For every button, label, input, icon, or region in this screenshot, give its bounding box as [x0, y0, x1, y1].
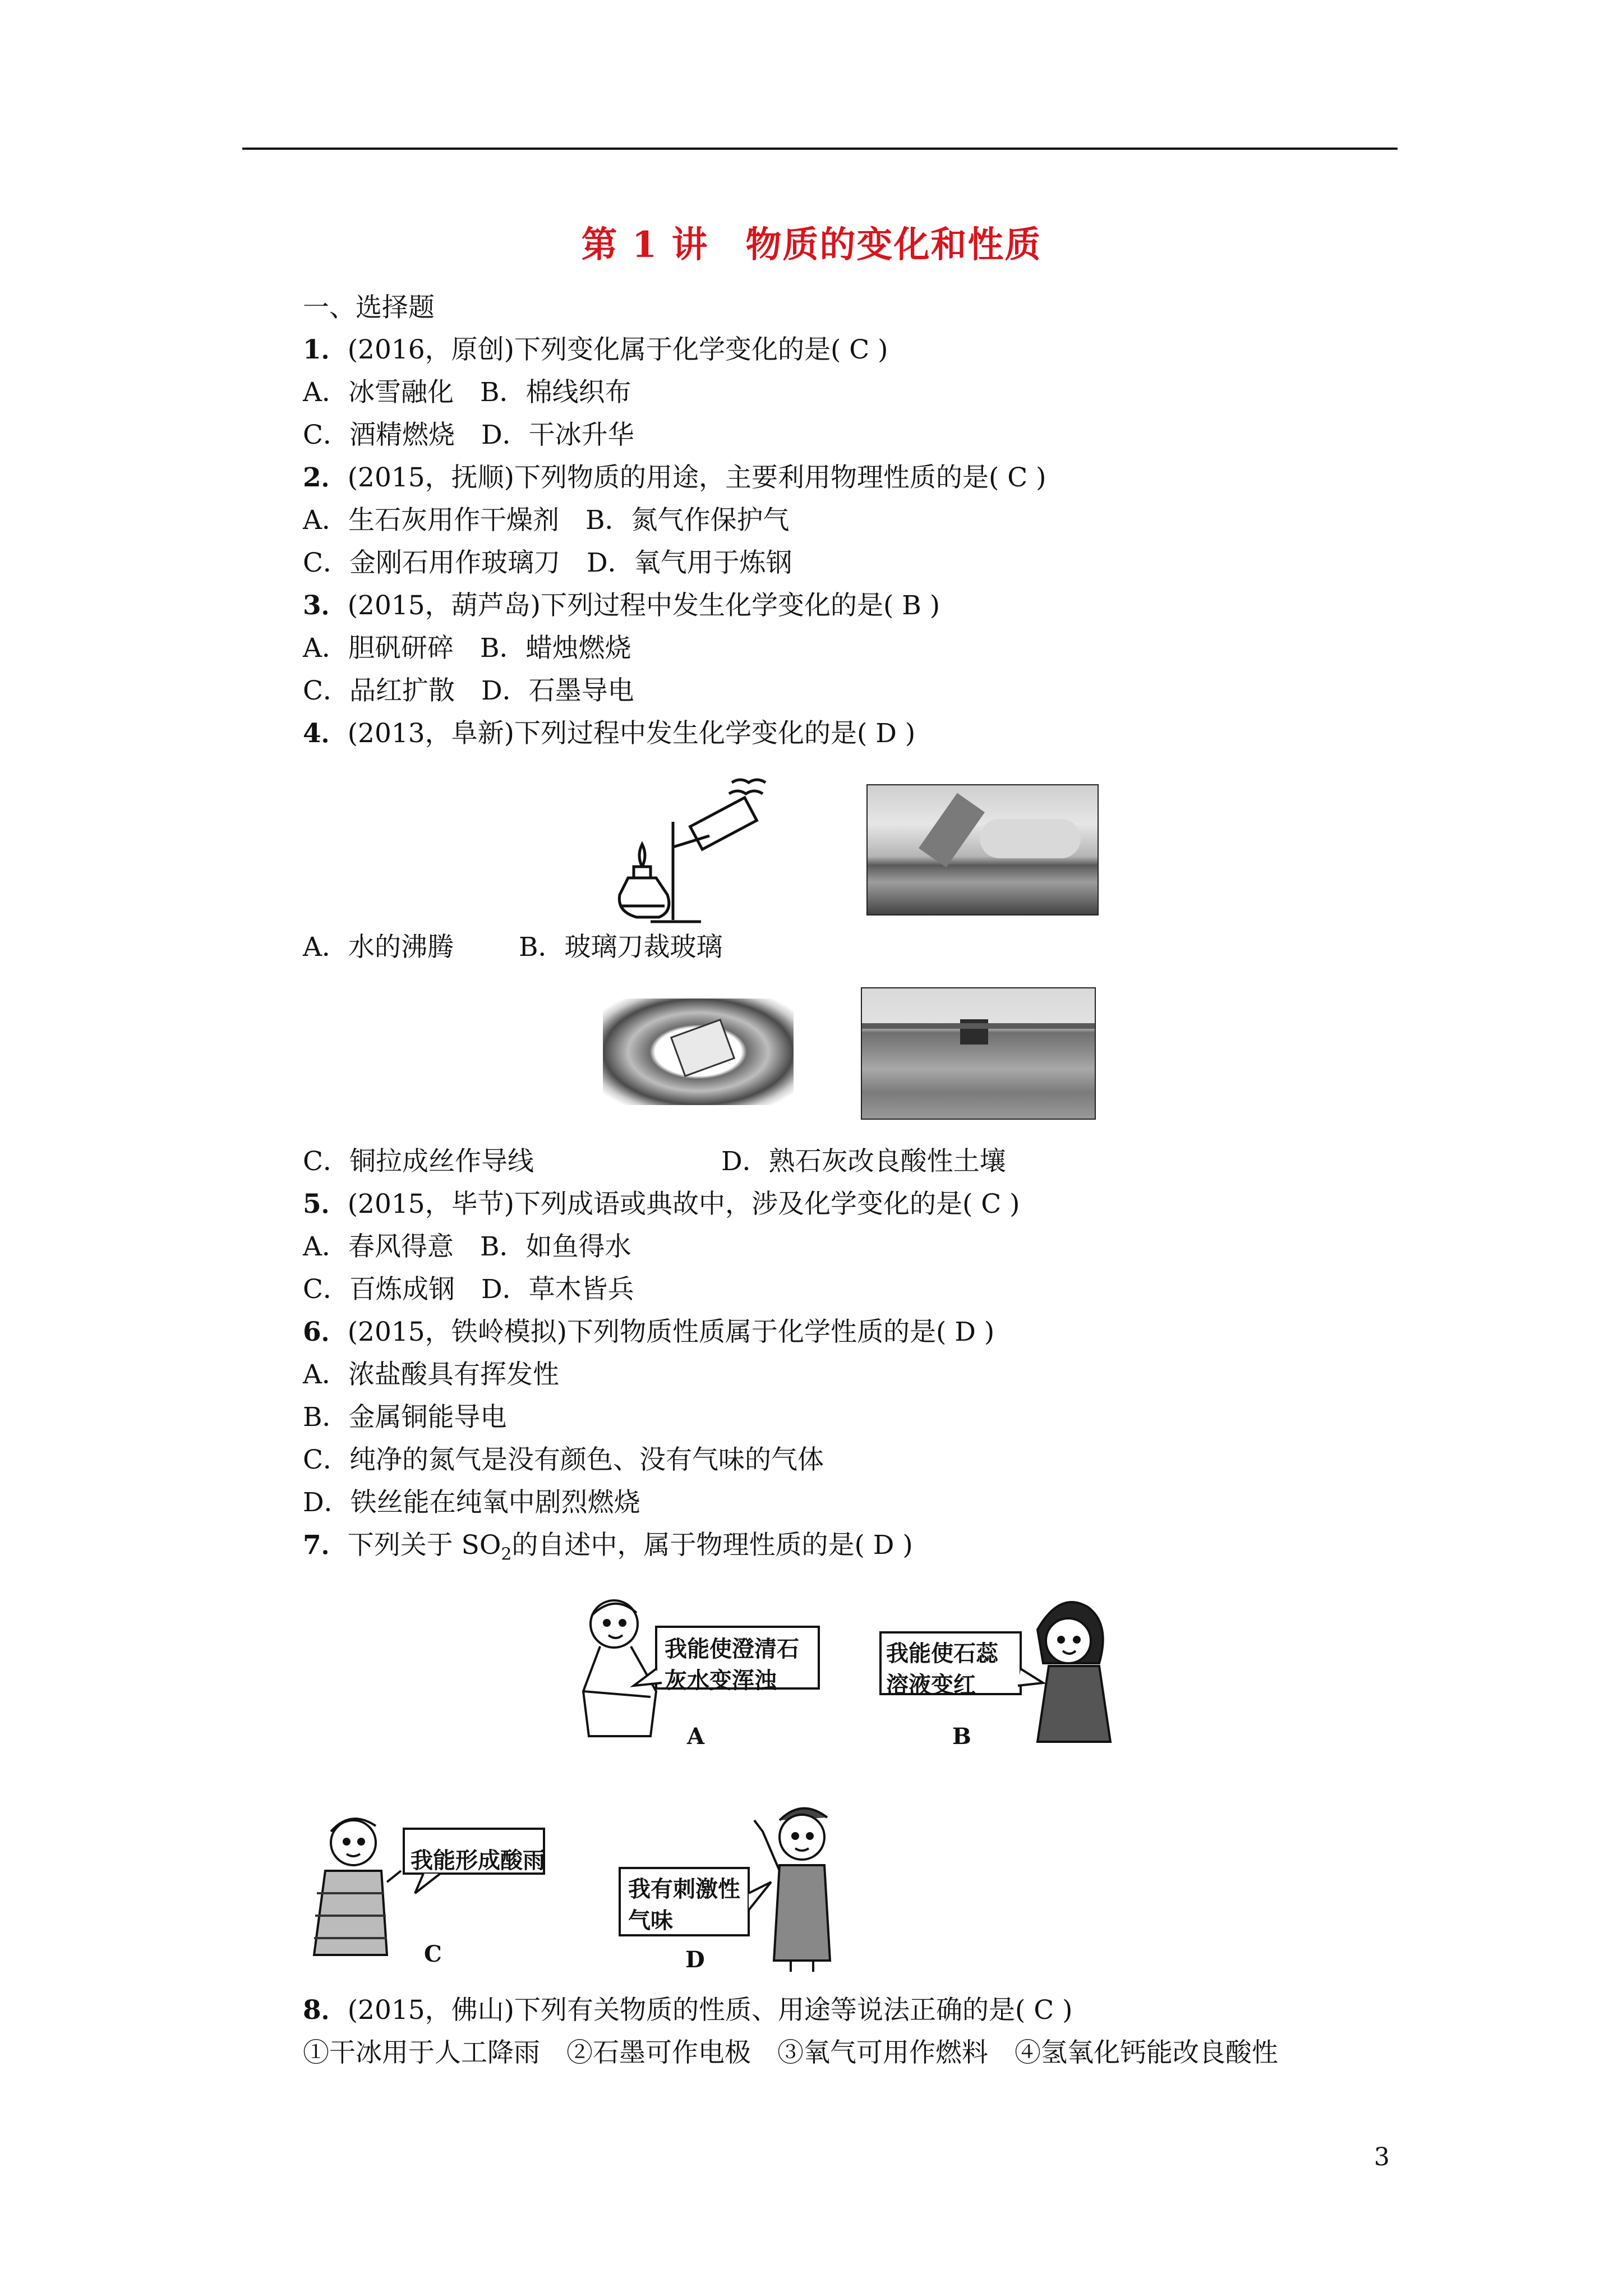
q2-options-ab: A．生石灰用作干燥剂 B．氮气作保护气	[303, 505, 790, 536]
speech-bubble-d: 我有刺激性气味	[628, 1876, 740, 1934]
question-stem: (2015，葫芦岛)下列过程中发生化学变化的是( B )	[347, 590, 940, 621]
question-stem: (2015，毕节)下列成语或典故中，涉及化学变化的是( C )	[347, 1189, 1020, 1220]
caption-d: D	[685, 1947, 705, 1973]
q1-options-ab: A．冰雪融化 B．棉线织布	[303, 377, 631, 408]
speech-bubble-c: 我能形成酸雨	[411, 1847, 545, 1874]
question-1	[303, 334, 888, 365]
q3-options-ab: A．胆矾研碎 B．蜡烛燃烧	[303, 633, 631, 664]
field-tractor-photo	[861, 987, 1096, 1120]
question-3	[303, 592, 940, 619]
question-4	[303, 720, 915, 747]
page-number: 3	[1374, 2143, 1390, 2171]
caption-a: A	[687, 1723, 705, 1750]
header-rule	[242, 148, 1398, 150]
question-number: 1．	[303, 334, 348, 365]
question-8	[303, 1995, 1073, 2026]
caption-c: C	[424, 1941, 442, 1967]
copper-wire-coil-photo	[603, 999, 794, 1105]
q2-options-cd: C．金刚石用作玻璃刀 D．氧气用于炼钢	[303, 547, 792, 578]
question-2	[303, 464, 1046, 491]
q5-options-cd: C．百炼成钢 D．草木皆兵	[303, 1274, 634, 1305]
q6-option-c: C．纯净的氮气是没有颜色、没有气味的气体	[303, 1444, 824, 1475]
question-stem: (2015，铁岭模拟)下列物质性质属于化学性质的是( D )	[347, 1317, 995, 1347]
question-stem: (2015，佛山)下列有关物质的性质、用途等说法正确的是( C )	[347, 1995, 1073, 2026]
question-6	[303, 1319, 994, 1345]
q6-option-b: B．金属铜能导电	[303, 1402, 507, 1433]
question-number: 6．	[303, 1317, 348, 1347]
question-number: 3．	[303, 590, 348, 621]
question-stem-cont: 的自述中，属于物理性质的是( D )	[511, 1530, 913, 1561]
question-number: 2．	[303, 462, 348, 493]
q4-option-d: D．熟石灰改良酸性土壤	[721, 1146, 1006, 1177]
q3-options-cd: C．品红扩散 D．石墨导电	[303, 675, 634, 706]
question-stem: 下列关于 SO	[347, 1530, 501, 1561]
question-number: 7．	[303, 1530, 348, 1561]
subscript: 2	[501, 1544, 512, 1565]
question-number: 4．	[303, 718, 348, 749]
page-title: 第 1 讲 物质的变化和性质	[581, 224, 1042, 266]
q8-items: ①干冰用于人工降雨 ②石墨可作电极 ③氧气可用作燃料 ④氢氧化钙能改良酸性	[303, 2037, 1278, 2068]
glass-cutter-photo	[866, 784, 1099, 915]
caption-b: B	[952, 1723, 971, 1750]
q5-options-ab: A．春风得意 B．如鱼得水	[303, 1231, 631, 1262]
question-stem: (2013，阜新)下列过程中发生化学变化的是( D )	[347, 718, 916, 749]
q4-option-a: A．水的沸腾	[303, 932, 454, 963]
q6-option-d: D．铁丝能在纯氧中剧烈燃烧	[303, 1487, 640, 1518]
q4-option-c: C．铜拉成丝作导线	[303, 1146, 534, 1177]
question-stem: (2016，原创)下列变化属于化学变化的是( C )	[347, 334, 888, 365]
question-5	[303, 1189, 1020, 1220]
q4-option-b: B．玻璃刀裁玻璃	[519, 932, 723, 963]
q6-option-a: A．浓盐酸具有挥发性	[303, 1359, 559, 1390]
question-number: 5．	[303, 1189, 348, 1220]
question-number: 8．	[303, 1995, 348, 2026]
speech-bubble-b: 我能使石蕊溶液变红	[886, 1640, 998, 1698]
speech-bubble-a: 我能使澄清石灰水变浑浊	[665, 1636, 799, 1694]
question-stem: (2015，抚顺)下列物质的用途，主要利用物理性质的是( C )	[347, 462, 1046, 493]
section-heading: 一、选择题	[303, 292, 435, 323]
q1-options-cd: C．酒精燃烧 D．干冰升华	[303, 420, 634, 450]
boiling-water-apparatus-image	[589, 760, 780, 928]
question-7	[303, 1532, 913, 1563]
